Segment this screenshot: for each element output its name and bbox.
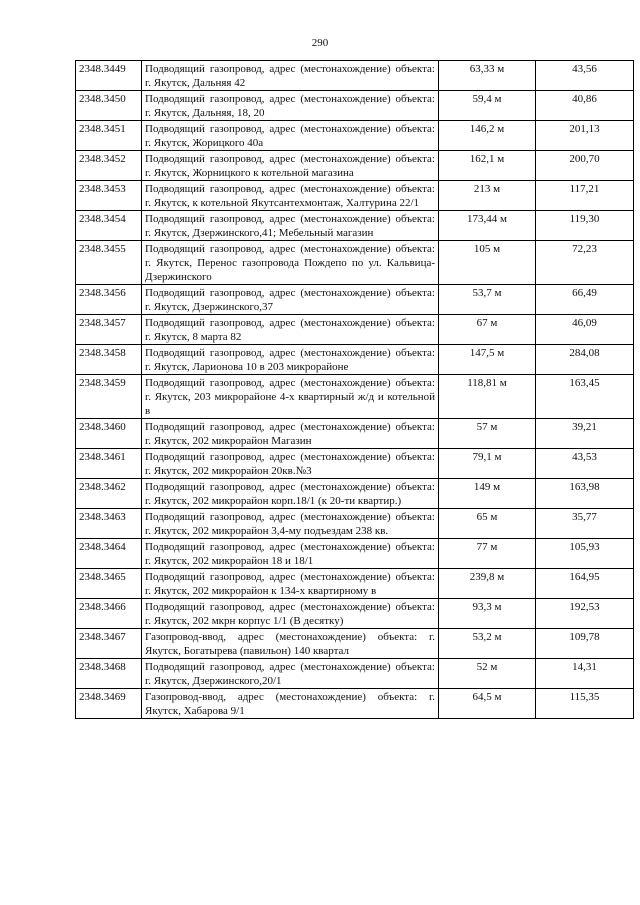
- table-row: [76, 211, 634, 241]
- length-cell: 53,7 м: [439, 285, 536, 315]
- table-row: [76, 151, 634, 181]
- table-row: [76, 539, 634, 569]
- value-cell: 200,70: [536, 151, 634, 181]
- length-cell: 53,2 м: [439, 629, 536, 659]
- row-number-cell: 2348.3454: [76, 211, 142, 241]
- object-name-cell: Подводящий газопровод, адрес (местонахождение) объекта: г. Якутск, 202 микрорайон 18 и 18/1: [142, 539, 439, 569]
- table-row: [76, 659, 634, 689]
- object-name-cell: Газопровод-ввод, адрес (местонахождение) объекта: г. Якутск, Богатырева (павильон) 140 квартал: [142, 629, 439, 659]
- value-cell: 39,21: [536, 419, 634, 449]
- table-row: [76, 61, 634, 91]
- object-name-cell: Подводящий газопровод, адрес (местонахождение) объекта: г. Якутск, 203 микрорайоне 4-х квартирный ж/д и котельной в: [142, 375, 439, 419]
- row-number-cell: 2348.3451: [76, 121, 142, 151]
- value-cell: 164,95: [536, 569, 634, 599]
- object-name-cell: Подводящий газопровод, адрес (местонахождение) объекта: г. Якутск, Дальняя, 18, 20: [142, 91, 439, 121]
- row-number-cell: 2348.3455: [76, 241, 142, 285]
- object-name-cell: Подводящий газопровод, адрес (местонахождение) объекта: г. Якутск, Дзержинского,37: [142, 285, 439, 315]
- object-name-cell: Подводящий газопровод, адрес (местонахождение) объекта: г. Якутск, 202 микрорайон Магазин: [142, 419, 439, 449]
- row-number-cell: 2348.3452: [76, 151, 142, 181]
- length-cell: 93,3 м: [439, 599, 536, 629]
- row-number-cell: 2348.3449: [76, 61, 142, 91]
- object-name-cell: Подводящий газопровод, адрес (местонахождение) объекта: г. Якутск, Жорницкого к котельной магазина: [142, 151, 439, 181]
- length-cell: 149 м: [439, 479, 536, 509]
- object-name-cell: Подводящий газопровод, адрес (местонахождение) объекта: г. Якутск, Дальняя 42: [142, 61, 439, 91]
- row-number-cell: 2348.3456: [76, 285, 142, 315]
- table-row: [76, 315, 634, 345]
- registry-table: [75, 60, 634, 719]
- object-name-cell: Подводящий газопровод, адрес (местонахождение) объекта: г. Якутск, 8 марта 82: [142, 315, 439, 345]
- table-row: [76, 375, 634, 419]
- length-cell: 64,5 м: [439, 689, 536, 719]
- length-cell: 213 м: [439, 181, 536, 211]
- row-number-cell: 2348.3459: [76, 375, 142, 419]
- row-number-cell: 2348.3453: [76, 181, 142, 211]
- value-cell: 46,09: [536, 315, 634, 345]
- value-cell: 105,93: [536, 539, 634, 569]
- value-cell: 163,45: [536, 375, 634, 419]
- table-row: [76, 629, 634, 659]
- value-cell: 43,56: [536, 61, 634, 91]
- length-cell: 52 м: [439, 659, 536, 689]
- value-cell: 109,78: [536, 629, 634, 659]
- row-number-cell: 2348.3462: [76, 479, 142, 509]
- row-number-cell: 2348.3469: [76, 689, 142, 719]
- value-cell: 66,49: [536, 285, 634, 315]
- table-row: [76, 121, 634, 151]
- table-row: [76, 285, 634, 315]
- object-name-cell: Подводящий газопровод, адрес (местонахождение) объекта: г. Якутск, 202 микрорайон корп.18/1 (к 20-ти квартир.): [142, 479, 439, 509]
- row-number-cell: 2348.3457: [76, 315, 142, 345]
- value-cell: 284,08: [536, 345, 634, 375]
- length-cell: 118,81 м: [439, 375, 536, 419]
- length-cell: 77 м: [439, 539, 536, 569]
- row-number-cell: 2348.3463: [76, 509, 142, 539]
- length-cell: 239,8 м: [439, 569, 536, 599]
- length-cell: 65 м: [439, 509, 536, 539]
- row-number-cell: 2348.3458: [76, 345, 142, 375]
- object-name-cell: Подводящий газопровод, адрес (местонахождение) объекта: г. Якутск, 202 микрорайон 20кв.№3: [142, 449, 439, 479]
- page-number: 290: [311, 37, 329, 49]
- row-number-cell: 2348.3468: [76, 659, 142, 689]
- row-number-cell: 2348.3466: [76, 599, 142, 629]
- object-name-cell: Подводящий газопровод, адрес (местонахождение) объекта: г. Якутск, Жорицкого 40а: [142, 121, 439, 151]
- value-cell: 117,21: [536, 181, 634, 211]
- value-cell: 35,77: [536, 509, 634, 539]
- table-row: [76, 479, 634, 509]
- length-cell: 162,1 м: [439, 151, 536, 181]
- row-number-cell: 2348.3465: [76, 569, 142, 599]
- length-cell: 59,4 м: [439, 91, 536, 121]
- value-cell: 201,13: [536, 121, 634, 151]
- length-cell: 57 м: [439, 419, 536, 449]
- length-cell: 63,33 м: [439, 61, 536, 91]
- length-cell: 67 м: [439, 315, 536, 345]
- value-cell: 40,86: [536, 91, 634, 121]
- object-name-cell: Подводящий газопровод, адрес (местонахождение) объекта: г. Якутск, к котельной Якутсантехмонтаж, Халтурина 22/1: [142, 181, 439, 211]
- table-row: [76, 419, 634, 449]
- value-cell: 115,35: [536, 689, 634, 719]
- value-cell: 119,30: [536, 211, 634, 241]
- object-name-cell: Подводящий газопровод, адрес (местонахождение) объекта: г. Якутск, Дзержинского,20/1: [142, 659, 439, 689]
- registry-table-body: [76, 61, 634, 719]
- value-cell: 163,98: [536, 479, 634, 509]
- table-row: [76, 689, 634, 719]
- table-row: [76, 599, 634, 629]
- value-cell: 14,31: [536, 659, 634, 689]
- row-number-cell: 2348.3450: [76, 91, 142, 121]
- object-name-cell: Подводящий газопровод, адрес (местонахождение) объекта: г. Якутск, Дзержинского,41; Мебельный магазин: [142, 211, 439, 241]
- table-row: [76, 449, 634, 479]
- row-number-cell: 2348.3461: [76, 449, 142, 479]
- value-cell: 192,53: [536, 599, 634, 629]
- value-cell: 72,23: [536, 241, 634, 285]
- table-row: [76, 345, 634, 375]
- table-row: [76, 91, 634, 121]
- table-row: [76, 569, 634, 599]
- table-row: [76, 241, 634, 285]
- table-row: [76, 181, 634, 211]
- object-name-cell: Подводящий газопровод, адрес (местонахождение) объекта: г. Якутск, 202 микрорайон к 134-х квартирному в: [142, 569, 439, 599]
- length-cell: 147,5 м: [439, 345, 536, 375]
- value-cell: 43,53: [536, 449, 634, 479]
- object-name-cell: Подводящий газопровод, адрес (местонахождение) объекта: г. Якутск, Ларионова 10 в 203 микрорайоне: [142, 345, 439, 375]
- object-name-cell: Подводящий газопровод, адрес (местонахождение) объекта: г. Якутск, 202 мкрн корпус 1/1 (В десятку): [142, 599, 439, 629]
- row-number-cell: 2348.3467: [76, 629, 142, 659]
- length-cell: 105 м: [439, 241, 536, 285]
- table-row: [76, 509, 634, 539]
- object-name-cell: Подводящий газопровод, адрес (местонахождение) объекта: г. Якутск, Перенос газопровода Пождепо по ул. Кальвица-Дзержинского: [142, 241, 439, 285]
- object-name-cell: Газопровод-ввод, адрес (местонахождение) объекта: г. Якутск, Хабарова 9/1: [142, 689, 439, 719]
- row-number-cell: 2348.3460: [76, 419, 142, 449]
- object-name-cell: Подводящий газопровод, адрес (местонахождение) объекта: г. Якутск, 202 микрорайон 3,4-му подъездам 238 кв.: [142, 509, 439, 539]
- row-number-cell: 2348.3464: [76, 539, 142, 569]
- length-cell: 146,2 м: [439, 121, 536, 151]
- length-cell: 79,1 м: [439, 449, 536, 479]
- length-cell: 173,44 м: [439, 211, 536, 241]
